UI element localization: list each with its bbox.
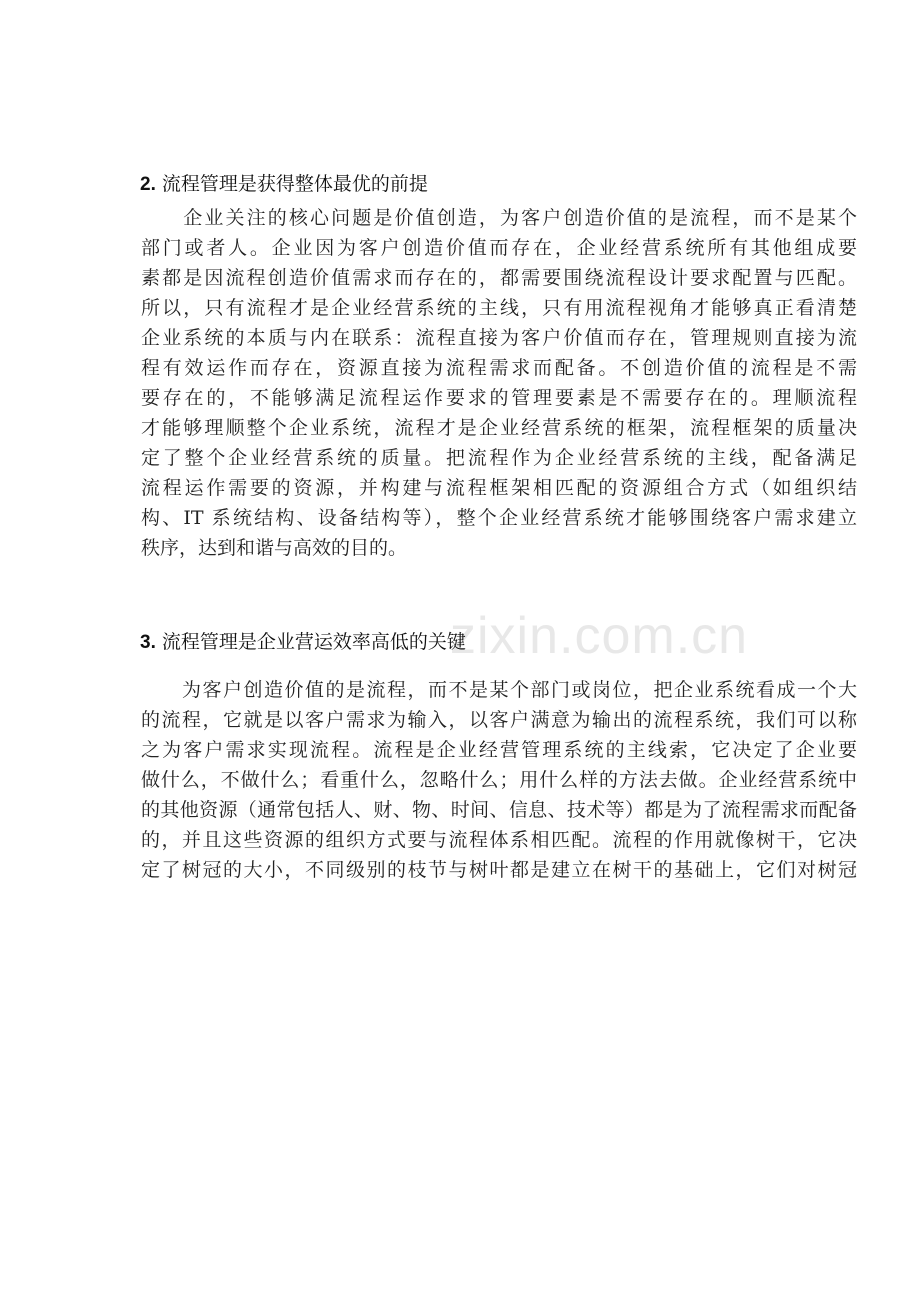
paragraph-line: 的其他资源（通常包括人、财、物、时间、信息、技术等）都是为了流程需求而配备 (141, 799, 857, 821)
paragraph-line: 要存在的，不能够满足流程运作要求的管理要素是不需要存在的。理顺流程 (141, 387, 857, 409)
section-3-heading (140, 630, 466, 655)
paragraph-line: 为客户创造价值的是流程，而不是某个部门或岗位，把企业系统看成一个大 (141, 679, 857, 701)
paragraph-line: 做什么，不做什么；看重什么，忽略什么；用什么样的方法去做。企业经营系统中 (141, 769, 857, 791)
section-3-number: 3. (140, 632, 156, 653)
paragraph-line: 所以，只有流程才是企业经营系统的主线，只有用流程视角才能够真正看清楚 (141, 297, 857, 319)
paragraph-line: 之为客户需求实现流程。流程是企业经营管理系统的主线索，它决定了企业要 (141, 739, 857, 761)
paragraph-line: 流程运作需要的资源，并构建与流程框架相匹配的资源组合方式（如组织结 (141, 477, 857, 499)
watermark-text: zixin.com.cn (450, 607, 749, 665)
section-3-paragraph (141, 675, 857, 885)
paragraph-line: 企业关注的核心问题是价值创造，为客户创造价值的是流程，而不是某个 (141, 207, 857, 229)
paragraph-line: 素都是因流程创造价值需求而存在的，都需要围绕流程设计要求配置与匹配。 (141, 267, 857, 289)
paragraph-line: 定了树冠的大小，不同级别的枝节与树叶都是建立在树干的基础上，它们对树冠 (141, 859, 857, 881)
paragraph-line: 构、IT 系统结构、设备结构等），整个企业经营系统才能够围绕客户需求建立 (141, 507, 857, 529)
section-2-number: 2. (140, 174, 156, 195)
paragraph-line: 企业系统的本质与内在联系：流程直接为客户价值而存在，管理规则直接为流 (141, 327, 857, 349)
section-2-heading (140, 172, 428, 197)
paragraph-line: 的，并且这些资源的组织方式要与流程体系相匹配。流程的作用就像树干，它决 (141, 829, 857, 851)
paragraph-line: 部门或者人。企业因为客户创造价值而存在，企业经营系统所有其他组成要 (141, 237, 857, 259)
section-2-title: 流程管理是获得整体最优的前提 (161, 173, 428, 195)
paragraph-line: 定了整个企业经营系统的质量。把流程作为企业经营系统的主线，配备满足 (141, 447, 857, 469)
paragraph-line: 秩序，达到和谐与高效的目的。 (141, 537, 408, 559)
paragraph-line: 才能够理顺整个企业系统，流程才是企业经营系统的框架，流程框架的质量决 (141, 417, 857, 439)
paragraph-line: 的流程，它就是以客户需求为输入，以客户满意为输出的流程系统，我们可以称 (141, 709, 857, 731)
section-2-paragraph (141, 203, 857, 563)
section-3-title: 流程管理是企业营运效率高低的关键 (161, 631, 466, 653)
paragraph-line: 程有效运作而存在，资源直接为流程需求而配备。不创造价值的流程是不需 (141, 357, 857, 379)
